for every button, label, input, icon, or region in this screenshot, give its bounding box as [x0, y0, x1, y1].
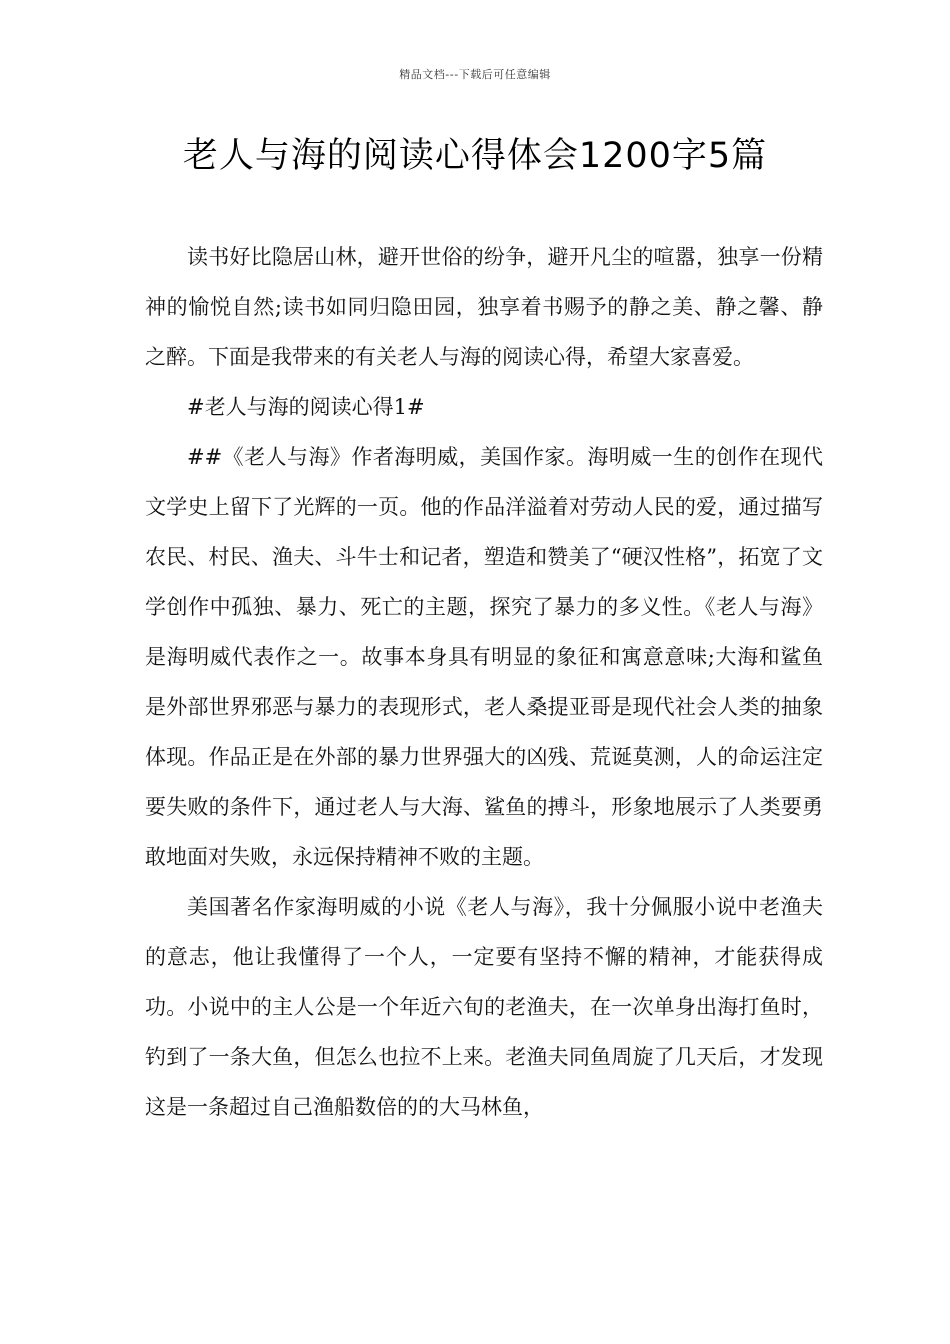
paragraph-intro: 读书好比隐居山林，避开世俗的纷争，避开凡尘的喧嚣，独享一份精神的愉悦自然;读书如同归隐田园，独享着书赐予的静之美、静之馨、静之醉。下面是我带来的有关老人与海的阅读心得，希望大家喜爱。: [145, 245, 823, 369]
section-heading-1: #老人与海的阅读心得1#: [187, 395, 425, 419]
document-body: [145, 232, 823, 1132]
document-title: 老人与海的阅读心得体会1200字5篇: [182, 136, 768, 176]
header-note: 精品文档---下载后可任意编辑: [399, 68, 551, 81]
paragraph-old-fisherman: 美国著名作家海明威的小说《老人与海》，我十分佩服小说中老渔夫的意志，他让我懂得了一个人，一定要有坚持不懈的精神，才能获得成功。小说中的主人公是一个年近六旬的老渔夫，在一次单身出海打鱼时，钓到了一条大鱼，但怎么也拉不上来。老渔夫同鱼周旋了几天后，才发现这是一条超过自己渔船数倍的的大马林鱼，: [145, 895, 823, 1119]
paragraph-hemingway: ##《老人与海》作者海明威，美国作家。海明威一生的创作在现代文学史上留下了光辉的一页。他的作品洋溢着对劳动人民的爱，通过描写农民、村民、渔夫、斗牛士和记者，塑造和赞美了“硬汉性格”，拓宽了文学创作中孤独、暴力、死亡的主题，探究了暴力的多义性。《老人与海》是海明威代表作之一。故事本身具有明显的象征和寓意意味;大海和鲨鱼是外部世界邪恶与暴力的表现形式，老人桑提亚哥是现代社会人类的抽象体现。作品正是在外部的暴力世界强大的凶残、荒诞莫测，人的命运注定要失败的条件下，通过老人与大海、鲨鱼的搏斗，形象地展示了人类要勇敢地面对失败，永远保持精神不败的主题。: [145, 445, 823, 869]
